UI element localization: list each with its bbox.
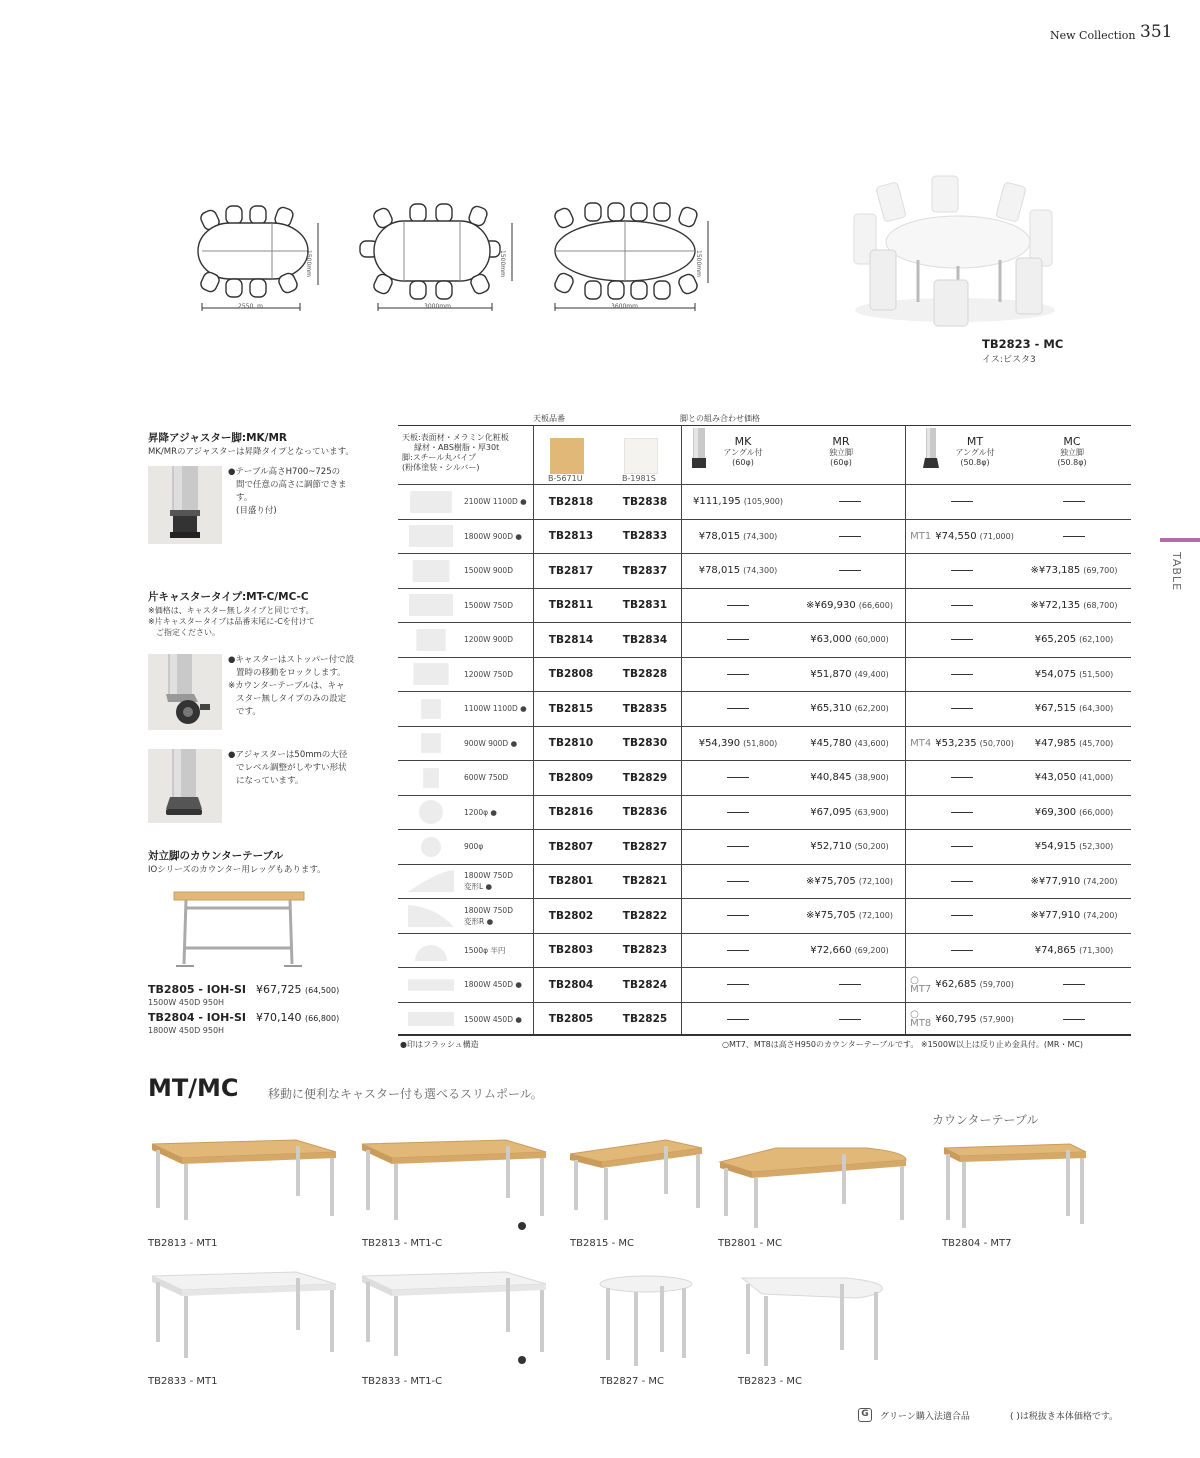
photo-model: TB2823 - MC (982, 337, 1064, 351)
table-shape-icon (404, 589, 458, 623)
material-notes: 天板:表面材・メラミン化粧板 縁材・ABS樹脂・厚30t 脚:スチール丸パイプ (粉体塗装・シルバー) (402, 433, 509, 472)
price-mc: ¥67,515 (64,300) (1034, 703, 1114, 715)
layout-3600 (553, 203, 708, 311)
price-mk (682, 865, 794, 899)
product-tb2801-mc-image (716, 1144, 912, 1232)
price-mc (1018, 520, 1130, 554)
spec-row (398, 829, 1131, 864)
table-shape-icon (404, 934, 458, 968)
price-mc: ¥74,865 (71,300) (1034, 944, 1114, 956)
swatch-white (624, 438, 658, 474)
price-mk (682, 830, 794, 864)
table-shape-icon (404, 692, 458, 726)
price-mr: ※¥69,930 (66,600) (806, 599, 893, 611)
model-oak: TB2805 (548, 1013, 594, 1026)
price-mr: ※¥75,705 (72,100) (806, 875, 893, 887)
price-mc: ¥54,915 (52,300) (1034, 841, 1114, 853)
leg-mk-sub: アングル付 (60φ) (723, 448, 763, 467)
price-mt: ○ MT8 ¥60,795 (57,900) (910, 1009, 1014, 1030)
leg-mk-name: MK (734, 435, 752, 448)
mk-leg-icon (690, 428, 708, 472)
side-tab-bar (1160, 538, 1200, 542)
size-label: 1200φ ● (464, 807, 497, 817)
spec-row (398, 622, 1131, 657)
swatch-white-code: B-1981S (622, 474, 656, 483)
layout-3-width: 3600mm (611, 303, 638, 310)
model-white: TB2825 (622, 1013, 668, 1026)
product-tb2813-mt1-c-image (356, 1136, 551, 1234)
price-mt (906, 658, 1018, 692)
size-label: 1800W 900D ● (464, 531, 522, 541)
table-shape-icon (404, 865, 458, 899)
adjuster-title: 昇降アジャスター脚:MK/MR (148, 432, 288, 444)
price-mc: ※¥73,185 (69,700) (1030, 565, 1118, 577)
price-mr (794, 520, 905, 554)
model-oak: TB2804 (548, 978, 594, 991)
size-label: 900φ (464, 842, 484, 852)
counter-item-1-price: ¥67,725 (64,500) (256, 983, 340, 996)
price-mr (794, 1003, 905, 1037)
model-white: TB2837 (622, 564, 668, 577)
spec-row (398, 795, 1131, 830)
price-mt (906, 692, 1018, 726)
leg-mt-name: MT (966, 435, 984, 448)
price-mr (794, 485, 905, 519)
price-mt (906, 830, 1018, 864)
spec-row (398, 484, 1131, 519)
spec-row (398, 657, 1131, 692)
price-mr: ¥52,710 (50,200) (810, 841, 889, 853)
product-tb2813-mt1-image (146, 1136, 341, 1228)
divider-2 (681, 425, 682, 1035)
price-mc (1018, 1003, 1130, 1037)
model-white: TB2827 (622, 840, 668, 853)
product-caption-4: TB2801 - MC (718, 1238, 782, 1249)
price-mk (682, 1003, 794, 1037)
size-label: 1500φ 半円 (464, 945, 506, 955)
size-label: 1800W 750D 変形R ● (464, 905, 513, 926)
model-white: TB2838 (622, 495, 668, 508)
product-caption-7: TB2833 - MT1-C (362, 1376, 443, 1387)
product-tb2823-mc-image (736, 1274, 888, 1370)
spec-row (398, 898, 1131, 933)
model-white: TB2821 (622, 875, 668, 888)
spec-row (398, 588, 1131, 623)
table-shape-icon (404, 761, 458, 795)
model-oak: TB2816 (548, 806, 594, 819)
price-mt (906, 761, 1018, 795)
adjuster-leg-image (148, 466, 222, 544)
model-oak: TB2809 (548, 771, 594, 784)
adjuster-50mm-image (148, 749, 222, 823)
adjuster-50mm-photo (148, 749, 222, 823)
counter-note: IOシリーズのカウンター用レッグもあります。 (148, 865, 326, 875)
price-mk (682, 796, 794, 830)
model-oak: TB2813 (548, 530, 594, 543)
model-white: TB2831 (622, 599, 668, 612)
divider-3 (905, 425, 906, 1035)
model-oak: TB2803 (548, 944, 594, 957)
divider-1 (533, 425, 534, 1035)
page-number: 351 (1140, 22, 1173, 42)
collection-label: New Collection (1050, 29, 1136, 42)
model-white: TB2824 (622, 978, 668, 991)
product-tb2833-mt1-c-image (356, 1268, 551, 1370)
price-mr: ¥72,660 (69,200) (810, 944, 889, 956)
price-mt (906, 796, 1018, 830)
leg-mc-sub: 独立脚 (50.8φ) (1057, 448, 1087, 467)
table-shape-icon (404, 899, 458, 933)
layout-1-depth: 1500mm (305, 250, 312, 277)
table-shape-icon (404, 623, 458, 657)
model-oak: TB2811 (548, 599, 594, 612)
price-mk (682, 623, 794, 657)
price-mt (906, 934, 1018, 968)
product-tb2815-mc-image (566, 1136, 706, 1228)
price-mt (906, 589, 1018, 623)
spec-label-color: 天板品番 (533, 414, 565, 423)
model-oak: TB2814 (548, 633, 594, 646)
price-mc: ¥65,205 (62,100) (1034, 634, 1114, 646)
product-caption-2: TB2813 - MT1-C (362, 1238, 443, 1249)
price-mr: ¥63,000 (60,000) (810, 634, 889, 646)
spec-row (398, 553, 1131, 588)
product-caption-5: TB2804 - MT7 (942, 1238, 1012, 1249)
price-mc: ¥47,985 (45,700) (1034, 737, 1114, 749)
price-mk (682, 899, 794, 933)
counter-item-2-price: ¥70,140 (66,800) (256, 1011, 340, 1024)
model-oak: TB2818 (548, 495, 594, 508)
size-label: 1500W 750D (464, 600, 513, 610)
price-mc (1018, 485, 1130, 519)
price-mc: ※¥72,135 (68,700) (1030, 599, 1118, 611)
price-mr: ¥40,845 (38,900) (810, 772, 889, 784)
table-shape-icon (404, 485, 458, 519)
price-mc: ¥54,075 (51,500) (1034, 668, 1114, 680)
side-tab-label: TABLE (1170, 552, 1183, 592)
model-white: TB2830 (622, 737, 668, 750)
price-mk (682, 968, 794, 1002)
price-mr: ※¥75,705 (72,100) (806, 910, 893, 922)
round-table-photo (840, 170, 1070, 335)
table-shape-icon (404, 1003, 458, 1037)
green-purchase-icon: G (858, 1408, 872, 1422)
price-mk (682, 761, 794, 795)
table-shape-icon (404, 727, 458, 761)
price-mr (794, 554, 905, 588)
adjuster-photo-note: ●テーブル高さH700~725の 間で任意の高さに調節できます。 (目盛り付) (228, 467, 347, 516)
product-caption-1: TB2813 - MT1 (148, 1238, 218, 1249)
spec-header (398, 425, 1131, 484)
model-oak: TB2810 (548, 737, 594, 750)
price-mt (906, 899, 1018, 933)
product-caption-3: TB2815 - MC (570, 1238, 634, 1249)
counter-heading: カウンターテーブル (932, 1113, 1039, 1127)
layout-3-depth: 1500mm (695, 250, 702, 277)
spec-row (398, 967, 1131, 1002)
price-mc: ※¥77,910 (74,200) (1030, 910, 1118, 922)
product-caption-9: TB2823 - MC (738, 1376, 802, 1387)
product-caption-8: TB2827 - MC (600, 1376, 664, 1387)
spec-row (398, 760, 1131, 795)
caster-title: 片キャスタータイプ:MT-C/MC-C (148, 591, 309, 603)
price-mk: ¥111,195 (105,900) (692, 496, 784, 508)
price-mk (682, 692, 794, 726)
counter-item-1-size: 1500W 450D 950H (148, 998, 225, 1007)
price-mk: ¥54,390 (51,800) (698, 737, 778, 749)
footnote-flush: ●印はフラッシュ構造 (400, 1040, 479, 1049)
layout-1-width: 2550 m (238, 303, 263, 310)
adjuster-photo (148, 466, 222, 544)
model-white: TB2828 (622, 668, 668, 681)
size-label: 2100W 1100D ● (464, 497, 527, 507)
price-mt (906, 485, 1018, 519)
leg-mc-name: MC (1063, 435, 1081, 448)
price-mt: MT1 ¥74,550 (71,000) (910, 530, 1014, 542)
spec-row (398, 726, 1131, 761)
size-label: 1500W 450D ● (464, 1014, 522, 1024)
spec-row (398, 864, 1131, 899)
layout-3000 (360, 204, 512, 311)
table-shape-icon (404, 830, 458, 864)
model-oak: TB2815 (548, 702, 594, 715)
price-mr: ¥65,310 (62,200) (810, 703, 889, 715)
layout-2-width: 3000mm (424, 303, 451, 310)
size-label: 1200W 750D (464, 669, 513, 679)
price-mt (906, 623, 1018, 657)
caster-photo-note: ●キャスターはストッパー付で設 置時の移動をロックします。 ※カウンターテーブルは、キャ スター無しタイプのみの設定 です。 (228, 655, 355, 717)
mtmc-title: MT/MC (148, 1074, 239, 1102)
table-shape-icon (404, 658, 458, 692)
model-oak: TB2801 (548, 875, 594, 888)
caster-notes: ※価格は、キャスター無しタイプと同じです。 ※片キャスタータイプは品番末尾に-Cを付けて ご指定ください。 (148, 606, 315, 637)
price-mt: MT4 ¥53,235 (50,700) (910, 737, 1014, 749)
price-mt: ○ MT7 ¥62,685 (59,700) (910, 974, 1014, 995)
price-mr (794, 968, 905, 1002)
model-white: TB2835 (622, 702, 668, 715)
mt-leg-icon (922, 428, 940, 472)
caster-leg-image (148, 654, 222, 730)
price-mc: ※¥77,910 (74,200) (1030, 875, 1118, 887)
product-tb2804-mt7-image (940, 1140, 1090, 1234)
price-mt (906, 865, 1018, 899)
model-white: TB2834 (622, 633, 668, 646)
model-oak: TB2808 (548, 668, 594, 681)
layout-2-depth: 1500mm (499, 250, 506, 277)
price-mr: ¥45,780 (43,600) (810, 737, 889, 749)
price-mk (682, 589, 794, 623)
spec-bottom-rule (398, 1034, 1131, 1036)
spec-row (398, 1002, 1131, 1037)
layout-diagrams (190, 195, 720, 320)
spec-row (398, 519, 1131, 554)
product-caption-6: TB2833 - MT1 (148, 1376, 218, 1387)
price-mt (906, 554, 1018, 588)
model-oak: TB2817 (548, 564, 594, 577)
price-mk: ¥78,015 (74,300) (698, 530, 778, 542)
size-label: 1100W 1100D ● (464, 704, 527, 714)
leg-mr-name: MR (832, 435, 850, 448)
green-purchase-label: グリーン購入法適合品 (880, 1412, 970, 1422)
price-mk: ¥78,015 (74,300) (698, 565, 778, 577)
model-oak: TB2807 (548, 840, 594, 853)
counter-item-2-model: TB2804 - IOH-SI (148, 1011, 246, 1024)
product-tb2827-mc-image (596, 1274, 696, 1370)
price-mk (682, 934, 794, 968)
spec-label-combo: 脚との組み合わせ価格 (680, 414, 760, 423)
adjuster-50mm-note: ●アジャスターは50mmの大径 でレベル調整がしやすい形状 になっています。 (228, 750, 348, 786)
model-white: TB2822 (622, 909, 668, 922)
model-white: TB2829 (622, 771, 668, 784)
mtmc-subtitle: 移動に便利なキャスター付も選べるスリムポール。 (268, 1087, 543, 1101)
size-label: 900W 900D ● (464, 738, 518, 748)
adjuster-note: MK/MRのアジャスターは昇降タイプとなっています。 (148, 447, 354, 457)
size-label: 1800W 450D ● (464, 980, 522, 990)
tax-note: ( )は税抜き本体価格です。 (1010, 1412, 1119, 1422)
model-white: TB2823 (622, 944, 668, 957)
counter-title: 対立脚のカウンターテーブル (148, 850, 284, 862)
table-shape-icon (404, 968, 458, 1002)
price-mr: ¥51,870 (49,400) (810, 668, 889, 680)
price-mk (682, 658, 794, 692)
leg-mt-sub: アングル付 (50.8φ) (955, 448, 995, 467)
price-mr: ¥67,095 (63,900) (810, 806, 889, 818)
caster-photo (148, 654, 222, 730)
photo-chair-note: イス:ビスタ3 (982, 355, 1036, 365)
size-label: 1500W 900D (464, 566, 513, 576)
leg-mr-sub: 独立脚 (60φ) (829, 448, 853, 467)
price-mc: ¥69,300 (66,000) (1034, 806, 1114, 818)
model-oak: TB2802 (548, 909, 594, 922)
model-white: TB2833 (622, 530, 668, 543)
layout-2550 (198, 206, 318, 311)
price-mc (1018, 968, 1130, 1002)
product-tb2833-mt1-image (146, 1268, 341, 1366)
table-shape-icon (404, 554, 458, 588)
swatch-oak-code: B-5671U (548, 474, 583, 483)
model-white: TB2836 (622, 806, 668, 819)
size-label: 1200W 900D (464, 635, 513, 645)
counter-item-1-model: TB2805 - IOH-SI (148, 983, 246, 996)
swatch-oak (550, 438, 584, 474)
spec-row (398, 691, 1131, 726)
size-label: 600W 750D (464, 773, 509, 783)
spec-row (398, 933, 1131, 968)
table-shape-icon (404, 520, 458, 554)
size-label: 1800W 750D 変形L ● (464, 871, 513, 892)
table-shape-icon (404, 796, 458, 830)
counter-item-2-size: 1800W 450D 950H (148, 1026, 225, 1035)
footnote-counter: ○MT7、MT8は高さH950のカウンターテーブルです。 ※1500W以上は反り止め金具付。(MR・MC) (722, 1040, 1084, 1049)
counter-table-image (170, 884, 310, 974)
price-mc: ¥43,050 (41,000) (1034, 772, 1114, 784)
